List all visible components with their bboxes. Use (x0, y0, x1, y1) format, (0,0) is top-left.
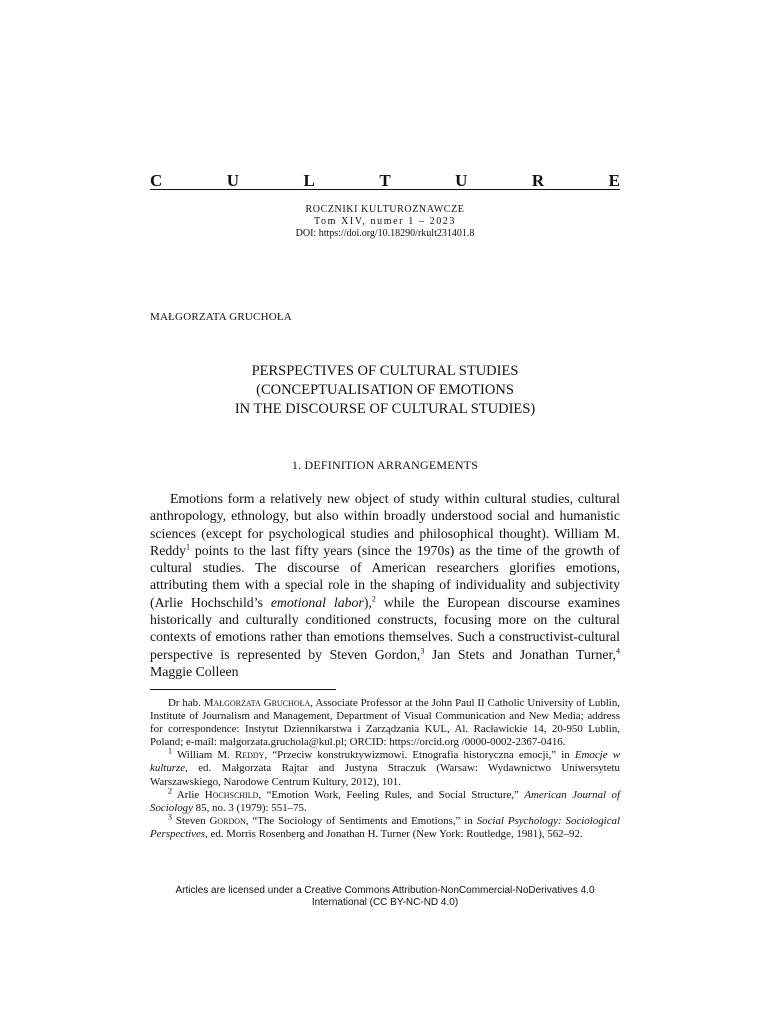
journal-name: ROCZNIKI KULTUROZNAWCZE (305, 204, 465, 215)
fn-author-name: Małgorzata Gruchoła (203, 697, 311, 709)
fn-text: , ed. Morris Rosenberg and Jonathan H. Turner (New York: Routledge, 1981), 562–92. (205, 827, 583, 840)
masthead-letter: R (531, 171, 545, 190)
masthead-letter: C (150, 171, 163, 190)
footnote-3 (150, 812, 620, 841)
footnote-separator (150, 689, 336, 690)
masthead-letter: E (608, 171, 620, 190)
fn-text: , Associate Professor at the John Paul II Catholic University of Lublin, Institute of Journalism and Management, Department of Visual Communication and New Media; address for correspondence: Instytut Dziennikarstwa i Zarządzania KUL, Al. Racławickie 14, 20-950 Lublin, Poland; e-mail: malgorzata.gruchola@kul.pl; ORCID: https://orcid.org /0000-0002-2367-0416. (150, 697, 621, 749)
section-heading: 1. DEFINITION ARRANGEMENTS (291, 458, 479, 472)
fn-mark: 2 (168, 786, 172, 796)
fn-author-name: Hochschild (204, 788, 259, 801)
license-line: Articles are licensed under a Creative Commons Attribution-NonCommercial-NoDerivatives 4.0 (175, 885, 595, 896)
footnote-2 (150, 786, 620, 815)
fn-text: William M. (172, 749, 235, 762)
body-text-run: Emotions form a relatively new object of study within cultural studies, cultural anthropology, ethnology, but also within broadly understood social and humanistic sciences (except for psychological studies and philosophical thought). William M. Reddy (150, 491, 620, 558)
fn-text: , “The Sociology of Sentiments and Emotions,” in (245, 814, 477, 827)
author-footnote (150, 697, 620, 749)
masthead-letter: L (303, 171, 315, 190)
body-text-run: points to the last fifty years (since the 1970s) as the time of the growth of cultural studies. The discourse of American researchers glorifies emotions, attributing them with a special role in the shaping of individuality and subjectivity (Arlie Hochschild’s (150, 542, 620, 610)
fn-italic: Social Psychology: Sociological Perspectives (150, 814, 620, 840)
journal-masthead (150, 172, 620, 190)
fn-author-name: Gordon (209, 814, 246, 827)
fn-text: , “Emotion Work, Feeling Rules, and Social Structure,” (258, 788, 525, 801)
fn-text: 85, no. 3 (1979): 551–75. (192, 801, 307, 814)
body-paragraph (150, 490, 620, 680)
masthead-letter: U (455, 171, 468, 190)
doi-link[interactable]: DOI: https://doi.org/10.18290/rkult231401.8 (295, 228, 475, 239)
masthead-letter: T (379, 171, 391, 190)
fn-mark: 3 (168, 812, 172, 822)
fn-text: , ed. Małgorzata Rajtar and Justyna Straczuk (Warsaw: Wydawnictwo Uniwersytetu Warszawskiego, Narodowe Centrum Kultury, 2012), 101. (150, 762, 620, 788)
body-text-run: Jan Stets and Jonathan Turner, (424, 646, 616, 662)
fn-text: Steven (172, 814, 210, 827)
footnotes (150, 697, 620, 841)
title-line: IN THE DISCOURSE OF CULTURAL STUDIES) (234, 401, 536, 417)
license-notice (150, 885, 620, 909)
masthead-letter: U (226, 171, 240, 190)
footnote-ref[interactable]: 2 (371, 594, 376, 604)
footnote-ref[interactable]: 4 (616, 646, 620, 656)
title-line: (CONCEPTUALISATION OF EMOTIONS (256, 382, 514, 398)
body-text-run: while the European discourse examines historically and culturally conditioned constructs, focusing more on the cultural contexts of emotions rather than emotions themselves. Such a constructivist-cultural perspective is represented by Steven Gordon, (150, 594, 621, 662)
article-title (150, 362, 620, 419)
masthead-rule (150, 189, 620, 190)
fn-italic: Emocje w kulturze (150, 749, 620, 775)
fn-mark: 1 (168, 746, 172, 756)
title-line: PERSPECTIVES OF CULTURAL STUDIES (251, 363, 519, 379)
fn-author-name: Reddy (234, 749, 265, 762)
fn-text: Dr hab. (168, 697, 204, 709)
license-line: International (CC BY-NC-ND 4.0) (311, 897, 459, 908)
journal-issue: Tom XIV, numer 1 – 2023 (313, 216, 457, 227)
body-text-run: Maggie Colleen (150, 663, 239, 679)
journal-info (150, 204, 620, 240)
footnote-ref[interactable]: 1 (186, 542, 191, 552)
fn-text: Arlie (172, 788, 205, 801)
author-name: MAŁGORZATA GRUCHOŁA (150, 311, 292, 323)
body-emphasis: emotional labor (270, 594, 364, 610)
body-text-run: ), (363, 594, 372, 610)
footnote-ref[interactable]: 3 (420, 646, 425, 656)
fn-italic: American Journal of Sociology (150, 788, 620, 814)
fn-text: , “Przeciw konstruktywizmowi. Etnografia historyczna emocji,” in (264, 749, 575, 762)
footnote-1 (150, 746, 620, 788)
